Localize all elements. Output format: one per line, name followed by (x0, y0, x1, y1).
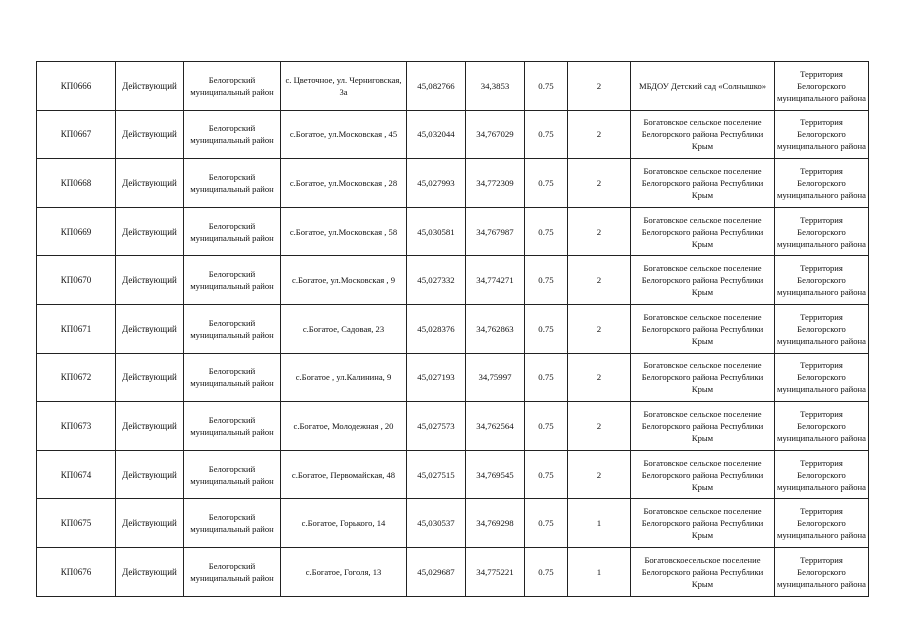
table-row (37, 304, 869, 353)
table-row (37, 402, 869, 451)
latitude-cell: 45,028376 (407, 304, 466, 353)
longitude-cell: 34,769545 (466, 450, 525, 499)
address-cell: с.Богатое, ул.Московская , 28 (281, 159, 407, 208)
status-cell: Действующий (116, 402, 184, 451)
latitude-cell: 45,027193 (407, 353, 466, 402)
container-volume-cell: 0.75 (525, 547, 568, 596)
territory-cell: Территория Белогорского муниципального района (775, 304, 869, 353)
container-volume-cell: 0.75 (525, 207, 568, 256)
latitude-cell: 45,082766 (407, 62, 466, 111)
district-cell: Белогорский муниципальный район (184, 353, 281, 402)
territory-cell: Территория Белогорского муниципального района (775, 62, 869, 111)
territory-cell: Территория Белогорского муниципального района (775, 256, 869, 305)
status-cell: Действующий (116, 159, 184, 208)
table-row (37, 159, 869, 208)
district-cell: Белогорский муниципальный район (184, 256, 281, 305)
container-count-cell: 2 (568, 207, 631, 256)
container-volume-cell: 0.75 (525, 353, 568, 402)
owner-cell: МБДОУ Детский сад «Солнышко» (631, 62, 775, 111)
address-cell: с. Цветочное, ул. Черниговская, 3а (281, 62, 407, 111)
territory-cell: Территория Белогорского муниципального района (775, 402, 869, 451)
table-row (37, 547, 869, 596)
owner-cell: Богатовское сельское поселение Белогорского района Республики Крым (631, 159, 775, 208)
latitude-cell: 45,030581 (407, 207, 466, 256)
territory-cell: Территория Белогорского муниципального района (775, 450, 869, 499)
container-count-cell: 2 (568, 402, 631, 451)
container-count-cell: 2 (568, 62, 631, 111)
container-volume-cell: 0.75 (525, 256, 568, 305)
status-cell: Действующий (116, 62, 184, 111)
status-cell: Действующий (116, 499, 184, 548)
status-cell: Действующий (116, 110, 184, 159)
address-cell: с.Богатое, Гоголя, 13 (281, 547, 407, 596)
longitude-cell: 34,75997 (466, 353, 525, 402)
site-code-cell: КП0675 (37, 499, 116, 548)
territory-cell: Территория Белогорского муниципального района (775, 207, 869, 256)
container-count-cell: 2 (568, 304, 631, 353)
table-row (37, 207, 869, 256)
owner-cell: Богатовское сельское поселение Белогорского района Республики Крым (631, 450, 775, 499)
container-volume-cell: 0.75 (525, 450, 568, 499)
latitude-cell: 45,027573 (407, 402, 466, 451)
status-cell: Действующий (116, 304, 184, 353)
latitude-cell: 45,027515 (407, 450, 466, 499)
longitude-cell: 34,3853 (466, 62, 525, 111)
container-count-cell: 2 (568, 450, 631, 499)
status-cell: Действующий (116, 450, 184, 499)
site-code-cell: КП0669 (37, 207, 116, 256)
table-row (37, 499, 869, 548)
container-count-cell: 2 (568, 110, 631, 159)
longitude-cell: 34,775221 (466, 547, 525, 596)
latitude-cell: 45,027332 (407, 256, 466, 305)
status-cell: Действующий (116, 547, 184, 596)
longitude-cell: 34,772309 (466, 159, 525, 208)
container-volume-cell: 0.75 (525, 304, 568, 353)
owner-cell: Богатовское сельское поселение Белогорского района Республики Крым (631, 353, 775, 402)
site-code-cell: КП0668 (37, 159, 116, 208)
district-cell: Белогорский муниципальный район (184, 207, 281, 256)
district-cell: Белогорский муниципальный район (184, 547, 281, 596)
territory-cell: Территория Белогорского муниципального района (775, 110, 869, 159)
status-cell: Действующий (116, 256, 184, 305)
district-cell: Белогорский муниципальный район (184, 499, 281, 548)
district-cell: Белогорский муниципальный район (184, 110, 281, 159)
longitude-cell: 34,774271 (466, 256, 525, 305)
container-count-cell: 1 (568, 547, 631, 596)
address-cell: с.Богатое, ул.Московская , 9 (281, 256, 407, 305)
status-cell: Действующий (116, 207, 184, 256)
site-code-cell: КП0667 (37, 110, 116, 159)
table-row (37, 256, 869, 305)
container-count-cell: 2 (568, 353, 631, 402)
latitude-cell: 45,027993 (407, 159, 466, 208)
address-cell: с.Богатое, Первомайская, 48 (281, 450, 407, 499)
site-code-cell: КП0673 (37, 402, 116, 451)
longitude-cell: 34,762564 (466, 402, 525, 451)
site-code-cell: КП0672 (37, 353, 116, 402)
territory-cell: Территория Белогорского муниципального района (775, 159, 869, 208)
owner-cell: Богатовское сельское поселение Белогорского района Республики Крым (631, 499, 775, 548)
longitude-cell: 34,762863 (466, 304, 525, 353)
container-sites-table (36, 61, 869, 597)
territory-cell: Территория Белогорского муниципального района (775, 499, 869, 548)
site-code-cell: КП0671 (37, 304, 116, 353)
site-code-cell: КП0666 (37, 62, 116, 111)
latitude-cell: 45,029687 (407, 547, 466, 596)
site-code-cell: КП0674 (37, 450, 116, 499)
table-row (37, 353, 869, 402)
container-volume-cell: 0.75 (525, 499, 568, 548)
owner-cell: Богатовскоесельское поселение Белогорского района Республики Крым (631, 547, 775, 596)
address-cell: с.Богатое, ул.Московская , 58 (281, 207, 407, 256)
container-count-cell: 2 (568, 159, 631, 208)
district-cell: Белогорский муниципальный район (184, 450, 281, 499)
owner-cell: Богатовское сельское поселение Белогорского района Республики Крым (631, 207, 775, 256)
owner-cell: Богатовское сельское поселение Белогорского района Республики Крым (631, 110, 775, 159)
district-cell: Белогорский муниципальный район (184, 62, 281, 111)
container-volume-cell: 0.75 (525, 402, 568, 451)
territory-cell: Территория Белогорского муниципального района (775, 547, 869, 596)
table-row (37, 62, 869, 111)
address-cell: с.Богатое, Молодежная , 20 (281, 402, 407, 451)
container-volume-cell: 0.75 (525, 62, 568, 111)
owner-cell: Богатовское сельское поселение Белогорского района Республики Крым (631, 256, 775, 305)
owner-cell: Богатовское сельское поселение Белогорского района Республики Крым (631, 304, 775, 353)
district-cell: Белогорский муниципальный район (184, 159, 281, 208)
territory-cell: Территория Белогорского муниципального района (775, 353, 869, 402)
table-row (37, 110, 869, 159)
latitude-cell: 45,030537 (407, 499, 466, 548)
container-volume-cell: 0.75 (525, 159, 568, 208)
longitude-cell: 34,767029 (466, 110, 525, 159)
latitude-cell: 45,032044 (407, 110, 466, 159)
site-code-cell: КП0670 (37, 256, 116, 305)
address-cell: с.Богатое , ул.Калинина, 9 (281, 353, 407, 402)
district-cell: Белогорский муниципальный район (184, 304, 281, 353)
container-volume-cell: 0.75 (525, 110, 568, 159)
longitude-cell: 34,767987 (466, 207, 525, 256)
site-code-cell: КП0676 (37, 547, 116, 596)
address-cell: с.Богатое, Горького, 14 (281, 499, 407, 548)
district-cell: Белогорский муниципальный район (184, 402, 281, 451)
address-cell: с.Богатое, ул.Московская , 45 (281, 110, 407, 159)
table-row (37, 450, 869, 499)
status-cell: Действующий (116, 353, 184, 402)
longitude-cell: 34,769298 (466, 499, 525, 548)
container-count-cell: 1 (568, 499, 631, 548)
owner-cell: Богатовское сельское поселение Белогорского района Республики Крым (631, 402, 775, 451)
address-cell: с.Богатое, Садовая, 23 (281, 304, 407, 353)
container-count-cell: 2 (568, 256, 631, 305)
table-body (37, 62, 869, 597)
